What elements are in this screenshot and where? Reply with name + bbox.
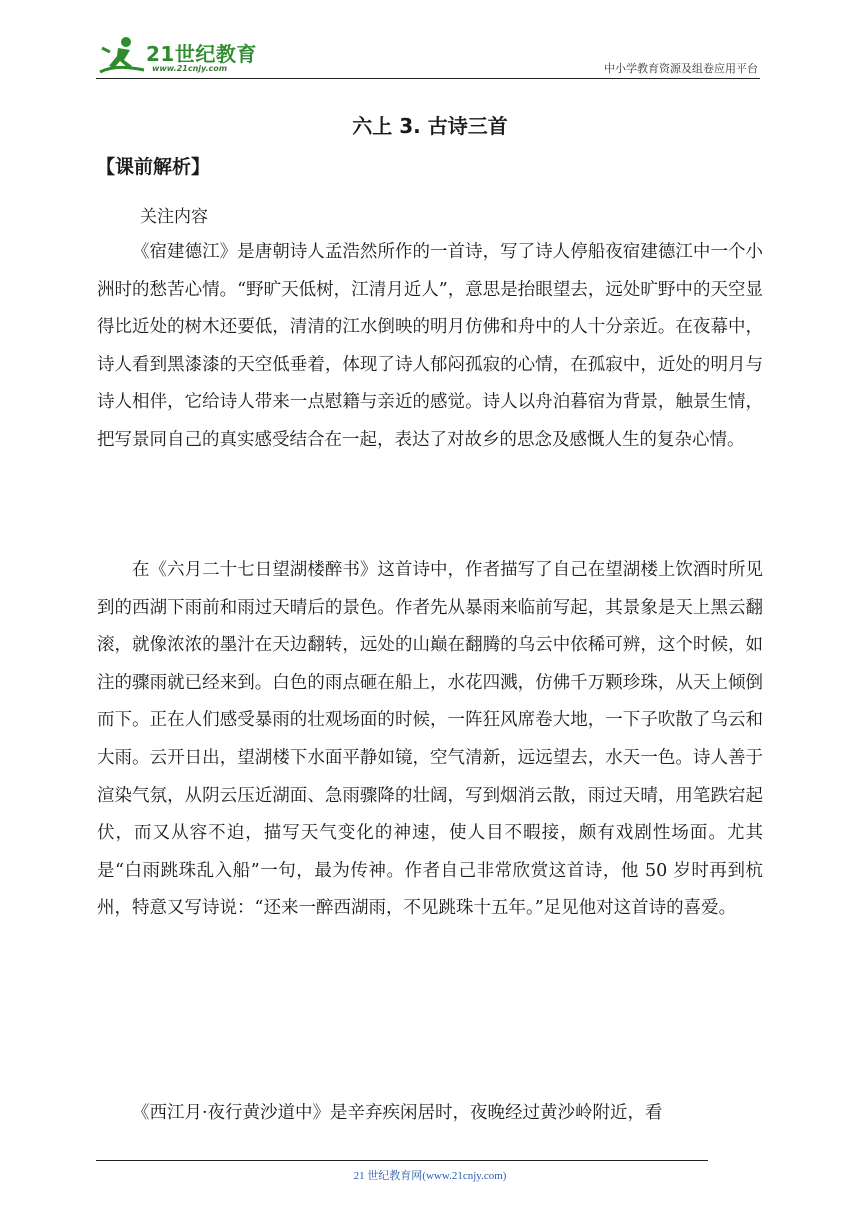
paragraph: 《西江月·夜行黄沙道中》是辛弃疾闲居时，夜晚经过黄沙岭附近，看 xyxy=(132,1103,663,1123)
footer-divider xyxy=(96,1160,708,1161)
header-divider xyxy=(96,78,760,79)
logo-url: www.21cnjy.com xyxy=(152,64,228,73)
runner-logo-icon xyxy=(96,34,148,78)
paragraph: 在《六月二十七日望湖楼醉书》这首诗中，作者描写了自己在望湖楼上饮酒时所见到的西湖下雨前和雨过天晴后的景色。作者先从暴雨来临前写起，其景象是天上黑云翻滚，就像浓浓的墨汁在天边翻转，远处的山巅在翻腾的乌云中依稀可辨，这个时候，如注的骤雨就已经来到。白色的雨点砸在船上，水花四溅，仿佛千万颗珍珠，从天上倾倒而下。正在人们感受暴雨的壮观场面的时候，一阵狂风席卷大地，一下子吹散了乌云和大雨。云开日出，望湖楼下水面平静如镜，空气清新，远远望去，水天一色。诗人善于渲染气氛，从阴云压近湖面、急雨骤降的壮阔，写到烟消云散，雨过天晴，用笔跌宕起伏，而又从容不迫，描写天气变化的神速，使人目不暇接，颇有戏剧性场面。尤其是“白雨跳珠乱入船”一句，最为传神。作者自己非常欣赏这首诗，他 50 岁时再到杭州，特意又写诗说：“还来一醉西湖雨，不见跳珠十五年。”足见他对这首诗的喜爱。 xyxy=(97,560,763,919)
platform-name: 中小学教育资源及组卷应用平台 xyxy=(604,62,758,75)
logo-text: 21世纪教育 xyxy=(146,42,257,66)
page-header xyxy=(96,30,760,80)
section-heading: 【课前解析】 xyxy=(96,156,211,178)
subheading: 关注内容 xyxy=(140,207,208,227)
page-title: 六上 3. 古诗三首 xyxy=(352,114,508,138)
logo xyxy=(96,34,266,78)
footer-link[interactable]: 21 世纪教育网(www.21cnjy.com) xyxy=(353,1170,507,1182)
paragraph: 《宿建德江》是唐朝诗人孟浩然所作的一首诗，写了诗人停船夜宿建德江中一个小洲时的愁苦心情。“野旷天低树，江清月近人”，意思是抬眼望去，远处旷野中的天空显得比近处的树木还要低，清清的江水倒映的明月仿佛和舟中的人十分亲近。在夜幕中，诗人看到黑漆漆的天空低垂着，体现了诗人郁闷孤寂的心情，在孤寂中，近处的明月与诗人相伴，它给诗人带来一点慰籍与亲近的感觉。诗人以舟泊暮宿为背景，触景生情，把写景同自己的真实感受结合在一起，表达了对故乡的思念及感慨人生的复杂心情。 xyxy=(97,242,763,450)
